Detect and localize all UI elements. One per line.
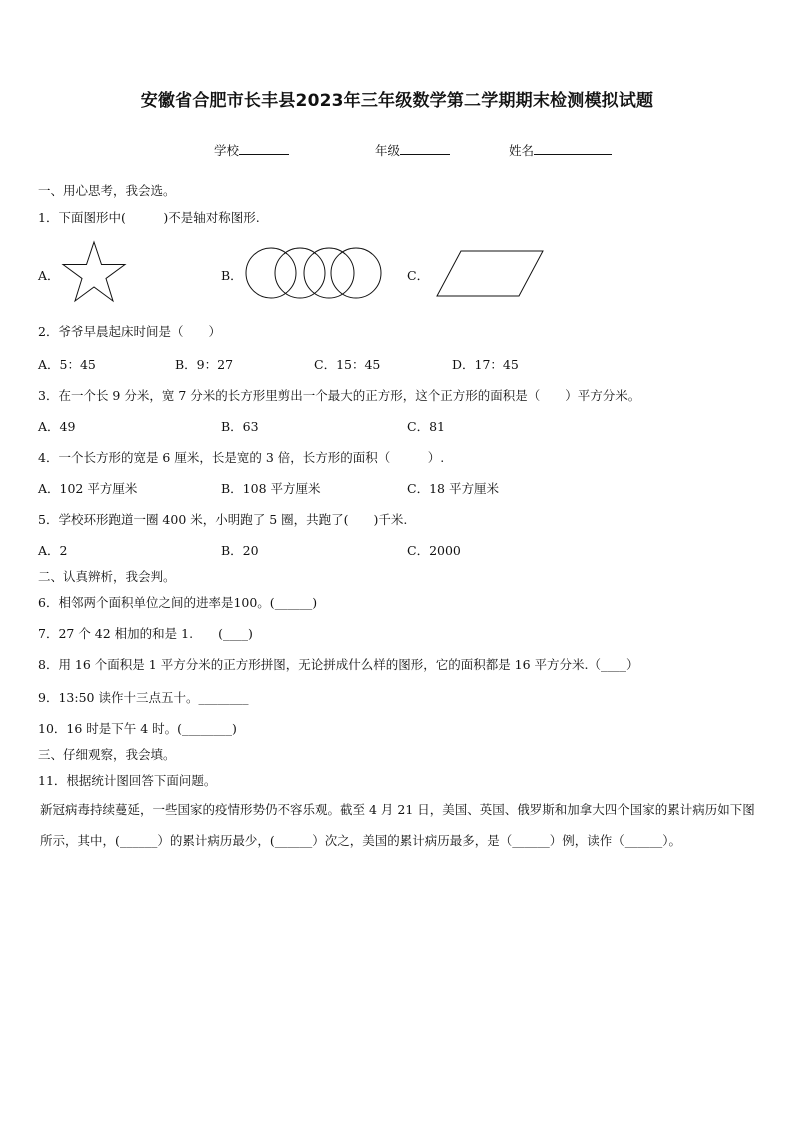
section-2-heading: 二、认真辨析，我会判。 <box>38 569 176 584</box>
q1-option-a[interactable]: A． <box>38 268 60 283</box>
q2-option-c[interactable]: C．15：45 <box>314 357 381 372</box>
grade-blank[interactable] <box>400 142 450 155</box>
q1-option-c[interactable]: C． <box>407 268 430 283</box>
name-blank[interactable] <box>534 142 612 155</box>
question-1-stem: 1．下面图形中( )不是轴对称图形. <box>38 210 260 225</box>
grade-field[interactable] <box>375 141 450 159</box>
q5-option-b[interactable]: B．20 <box>221 543 259 558</box>
q1-option-b[interactable]: B． <box>221 268 243 283</box>
school-blank[interactable] <box>239 142 289 155</box>
q2-option-a[interactable]: A．5：45 <box>38 357 96 372</box>
q2-option-d[interactable]: D．17：45 <box>452 357 519 372</box>
four-circles-icon <box>245 246 383 300</box>
page-title: 安徽省合肥市长丰县2023年三年级数学第二学期期末检测模拟试题 <box>140 91 654 111</box>
q5-option-c[interactable]: C．2000 <box>407 543 461 558</box>
school-field[interactable] <box>214 141 289 159</box>
question-9: 9．13:50 读作十三点五十。________ <box>38 690 249 705</box>
q4-option-a[interactable]: A．102 平方厘米 <box>38 481 138 496</box>
question-6: 6．相邻两个面积单位之间的进率是100。(______) <box>38 595 318 610</box>
q4-option-b[interactable]: B．108 平方厘米 <box>221 481 321 496</box>
question-8: 8．用 16 个面积是 1 平方分米的正方形拼图，无论拼成什么样的图形，它的面积都是 16 平方分米.（____） <box>38 657 639 672</box>
q3-option-c[interactable]: C．81 <box>407 419 445 434</box>
star-icon <box>61 240 127 304</box>
question-2-stem: 2．爷爷早晨起床时间是（ ） <box>38 324 221 339</box>
parallelogram-icon <box>435 250 545 298</box>
question-5-stem: 5．学校环形跑道一圈 400 米，小明跑了 5 圈，共跑了( )千米. <box>38 512 408 527</box>
grade-label: 年级 <box>375 143 401 158</box>
school-label: 学校 <box>214 143 240 158</box>
name-field[interactable] <box>509 141 612 159</box>
q4-option-c[interactable]: C．18 平方厘米 <box>407 481 499 496</box>
q3-option-b[interactable]: B．63 <box>221 419 259 434</box>
section-3-heading: 三、仔细观察，我会填。 <box>38 747 176 762</box>
question-7: 7．27 个 42 相加的和是 1. (____) <box>38 626 253 641</box>
section-1-heading: 一、用心思考，我会选。 <box>38 183 176 198</box>
q2-option-b[interactable]: B．9：27 <box>175 357 234 372</box>
question-3-stem: 3．在一个长 9 分米，宽 7 分米的长方形里剪出一个最大的正方形，这个正方形的面积是（ ）平方分米。 <box>38 388 641 403</box>
question-11-paragraph: 新冠病毒持续蔓延，一些国家的疫情形势仍不容乐观。截至 4 月 21 日，美国、英国、俄罗斯和加拿大四个国家的累计病历如下图所示，其中，(______）的累计病历最少，(______）次之，美国的累计病历最多，是（______）例，读作（______）。 <box>40 802 755 848</box>
question-11-stem: 11．根据统计图回答下面问题。 <box>38 773 217 788</box>
name-label: 姓名 <box>509 143 535 158</box>
question-4-stem: 4．一个长方形的宽是 6 厘米，长是宽的 3 倍，长方形的面积（ ）. <box>38 450 445 465</box>
question-10: 10．16 时是下午 4 时。(________) <box>38 721 237 736</box>
q5-option-a[interactable]: A．2 <box>38 543 68 558</box>
q3-option-a[interactable]: A．49 <box>38 419 76 434</box>
